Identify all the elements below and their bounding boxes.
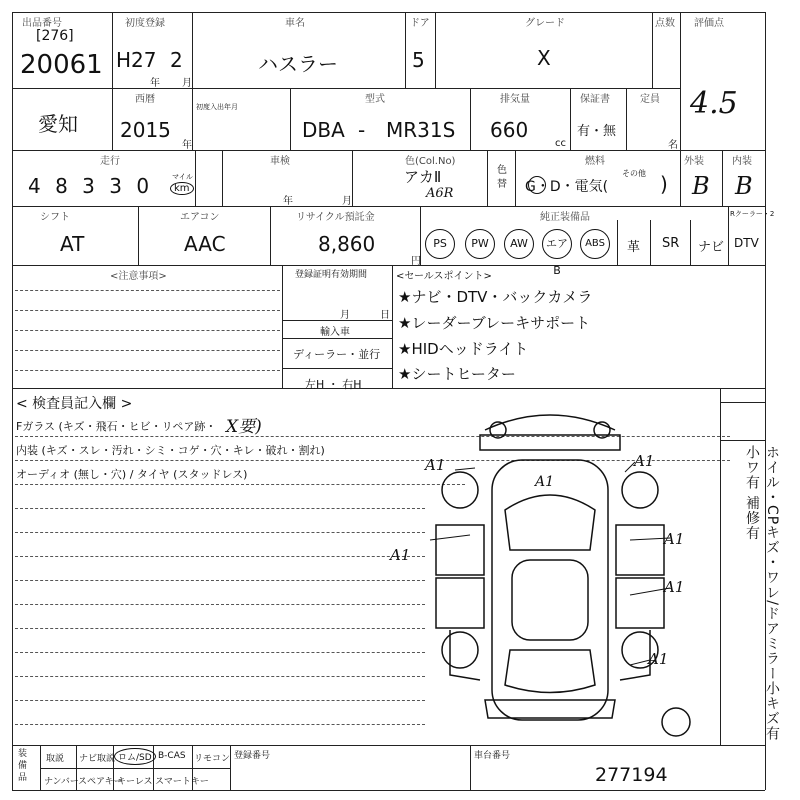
equip-abs: ABS <box>580 229 610 259</box>
col-line <box>435 12 436 88</box>
inspection-year-mark: 年 <box>283 196 293 207</box>
sales-label: <セールスポイント> <box>396 271 492 282</box>
row-line-5 <box>12 388 765 389</box>
inspector-line <box>15 604 425 605</box>
first-reg-month: 2 <box>170 48 183 72</box>
steering: 左H ・ 右H <box>305 378 362 391</box>
import-type: ディーラー・並行 <box>293 348 381 361</box>
footer-item-keyless: キーレス <box>117 777 153 787</box>
row-line-6 <box>12 745 765 746</box>
row-line <box>282 368 392 369</box>
note-line <box>15 290 280 291</box>
exterior-label: 外装 <box>684 156 704 167</box>
inspector-line <box>15 508 425 509</box>
frame-bottom <box>12 790 765 791</box>
score-sub-label: 点数 <box>655 18 675 29</box>
col-line <box>222 150 223 206</box>
col-line <box>352 150 353 206</box>
inspector-line <box>15 724 425 725</box>
grade-value: X <box>537 46 551 70</box>
damage-mark-right-front-door: A1 <box>664 530 685 548</box>
damage-mark-rear-right: A1 <box>648 650 669 668</box>
damage-mark-left-door: A1 <box>390 546 411 564</box>
registration-month: 月 <box>340 310 350 321</box>
roof <box>512 560 588 640</box>
month-mark: 月 <box>182 78 192 89</box>
inspection-month-mark: 月 <box>342 196 352 207</box>
damage-pointer <box>455 468 475 470</box>
inspection-label: 車検 <box>270 156 290 167</box>
windshield <box>505 495 595 550</box>
note-line <box>15 350 280 351</box>
footer-item-bcas: B-CAS <box>158 751 186 761</box>
inspector-line <box>15 532 425 533</box>
lot-bracket: [276] <box>36 28 74 44</box>
chassis-label: 車台番号 <box>474 751 511 761</box>
side-damage-notes: ホイル・CPキズ・ワレ/ドアミラー小キズ有 小ワ有 補修有 <box>744 445 780 741</box>
col-line <box>192 88 193 150</box>
score-label: 評価点 <box>694 18 724 29</box>
doors-value: 5 <box>412 48 425 72</box>
capacity-unit: 名 <box>668 140 678 151</box>
note-line <box>15 370 280 371</box>
row-line-2 <box>12 150 765 151</box>
model-prefix: DBA <box>302 118 345 142</box>
col-line <box>617 220 618 265</box>
car-name-label: 車名 <box>285 18 305 29</box>
right-rear-door <box>616 578 664 628</box>
warranty-label: 保証書 <box>580 94 610 105</box>
sales-point-1: ★ナビ・DTV・バックカメラ <box>398 288 593 306</box>
col-line <box>626 88 627 150</box>
left-rear-door <box>436 578 484 628</box>
western-year-label: 西暦 <box>135 94 155 105</box>
col-line <box>570 88 571 150</box>
col-line <box>195 150 196 206</box>
shift-value: AT <box>60 232 85 256</box>
col-line <box>720 388 721 745</box>
glass-mark: X要) <box>226 417 262 437</box>
mileage-unit-km: km <box>170 182 194 195</box>
left-front-door <box>436 525 484 575</box>
aircon-note: Rクーラー・2 <box>730 210 775 218</box>
reg-no-label: 登録番号 <box>234 751 271 761</box>
col-line <box>690 220 691 265</box>
front-left-wheel <box>442 472 478 508</box>
front-right-wheel <box>622 472 658 508</box>
recycle-value: 8,860 <box>318 232 376 256</box>
inspector-line <box>15 580 425 581</box>
color-code: A6R <box>426 186 454 201</box>
sales-point-3: ★HIDヘッドライト <box>398 340 529 358</box>
warranty-value: 有・無 <box>577 124 617 139</box>
equip-pw: PW <box>465 229 495 259</box>
footer-item-manual: 取説 <box>46 754 65 764</box>
exterior-grade: B <box>692 172 710 200</box>
row-line <box>282 320 392 321</box>
damage-mark-front-right: A1 <box>634 452 655 470</box>
row-line <box>720 402 765 403</box>
col-line <box>138 206 139 265</box>
color-label: 色(Col.No) <box>405 156 456 167</box>
row-line-4 <box>12 265 765 266</box>
col-line <box>230 745 231 790</box>
damage-mark-front-left: A1 <box>425 456 446 474</box>
col-line <box>487 150 488 206</box>
fuel-other-label: その他 <box>622 169 646 178</box>
ac-value: AAC <box>184 232 226 256</box>
col-line <box>650 220 651 265</box>
col-line <box>652 12 653 88</box>
equipment-items-label: 装備品 <box>18 749 28 783</box>
first-reg-note: 初度入出年月 <box>196 103 238 111</box>
col-line <box>282 265 283 388</box>
lot-number: 20061 <box>20 50 103 80</box>
model-code: MR31S <box>386 118 456 142</box>
equip-airbag: エアB <box>542 229 572 259</box>
lot-label: 出品番号 <box>22 18 62 29</box>
first-reg-label: 初度登録 <box>125 18 165 29</box>
color-change-label: 色替 <box>497 165 507 190</box>
footer-item-rom-sd: ロム/SD <box>114 748 156 765</box>
rear-left-wheel <box>442 632 478 668</box>
col-line <box>405 12 406 88</box>
equip-ps: PS <box>425 229 455 259</box>
chassis-number: 277194 <box>595 764 668 786</box>
footer-item-remote: リモコン <box>194 754 231 764</box>
col-line <box>680 150 681 206</box>
col-line <box>680 12 681 150</box>
row-line <box>720 440 765 441</box>
footer-item-number: ナンバー <box>44 777 79 787</box>
col-line <box>392 265 393 388</box>
score-value: 4.5 <box>690 86 738 121</box>
col-line <box>112 12 113 150</box>
damage-mark-hood: A1 <box>535 474 555 490</box>
interior-note: 内装 (キズ・スレ・汚れ・シミ・コゲ・穴・キレ・破れ・割れ) <box>16 444 325 457</box>
row-line-3 <box>12 206 765 207</box>
interior-grade: B <box>735 172 753 200</box>
caution-label: <注意事項> <box>110 271 167 282</box>
ac-label: エアコン <box>180 212 220 223</box>
row-line <box>40 768 230 769</box>
fuel-selection-circle <box>528 176 546 194</box>
import-label: 輸入車 <box>320 327 350 338</box>
equipment-label: 純正装備品 <box>540 212 590 223</box>
yen-unit: 円 <box>411 256 421 267</box>
note-line <box>15 310 280 311</box>
col-line <box>470 88 471 150</box>
recycle-label: リサイクル預託金 <box>296 212 375 223</box>
grade-label: グレード <box>525 18 565 29</box>
model-year: 2015 <box>120 118 171 142</box>
first-reg-year: H27 <box>116 48 157 72</box>
damage-mark-right-rear-door: A1 <box>664 578 685 596</box>
footer-item-smart-key: スマートキー <box>155 777 209 787</box>
col-line <box>722 150 723 206</box>
mileage-value: 4 8 3 3 0 <box>28 174 154 198</box>
note-line <box>15 330 280 331</box>
displacement-label: 排気量 <box>500 94 530 105</box>
mileage-unit-mile: マイル <box>172 173 193 181</box>
inspector-line <box>15 676 425 677</box>
inspector-line <box>15 556 425 557</box>
mileage-label: 走行 <box>100 156 120 167</box>
front-bumper <box>485 415 615 430</box>
year-mark: 年 <box>150 78 160 89</box>
left-quarter <box>450 630 480 680</box>
door-label: ドア <box>410 18 430 29</box>
right-front-door <box>616 525 664 575</box>
equip-sr: SR <box>662 236 680 251</box>
car-name: ハスラー <box>258 52 338 76</box>
region: 愛知 <box>38 112 78 136</box>
equip-aw: AW <box>504 229 534 259</box>
fuel-label: 燃料 <box>585 156 605 167</box>
damage-pointer <box>630 660 650 665</box>
shift-label: シフト <box>40 212 70 223</box>
car-body-outline <box>492 460 608 720</box>
model-label: 型式 <box>365 94 385 105</box>
col-line <box>470 745 471 790</box>
interior-label: 内装 <box>732 156 752 167</box>
cc-unit: cc <box>555 138 566 149</box>
spare-tire <box>662 708 690 736</box>
col-line <box>192 12 193 88</box>
inspector-line <box>15 652 425 653</box>
sales-point-4: ★シートヒーター <box>398 365 516 383</box>
model-dash: - <box>358 118 366 142</box>
model-year-mark: 年 <box>182 140 192 151</box>
col-line <box>290 88 291 150</box>
inspector-line <box>15 628 425 629</box>
footer-item-spare-key: スペアキー <box>78 777 123 787</box>
fuel-value: G・D・電気( <box>525 179 609 195</box>
glass-note: Fガラス (キズ・飛石・ヒビ・リペア跡・ <box>16 420 217 433</box>
equip-dtv: DTV <box>734 236 759 250</box>
registration-label: 登録証明有効期間 <box>295 270 368 280</box>
frame-left <box>12 12 13 790</box>
displacement-value: 660 <box>490 118 529 142</box>
registration-day: 日 <box>380 310 390 321</box>
row-line <box>282 338 392 339</box>
equip-navi: ナビ <box>698 240 725 255</box>
car-damage-diagram <box>380 400 720 740</box>
audio-note: オーディオ (無し・穴) / タイヤ (スタッドレス) <box>16 468 248 481</box>
inspector-line <box>15 700 425 701</box>
fuel-close: ) <box>660 172 668 196</box>
sales-point-2: ★レーダーブレーキサポート <box>398 314 591 332</box>
rear-window <box>505 650 595 693</box>
color-value: アカⅡ <box>404 168 442 186</box>
right-quarter <box>620 630 650 680</box>
footer-item-navi-manual: ナビ取説 <box>79 754 116 764</box>
inspector-title: < 検査員記入欄 > <box>16 396 133 412</box>
capacity-label: 定員 <box>640 94 660 105</box>
col-line <box>728 206 729 265</box>
equip-leather: 革 <box>627 240 641 255</box>
col-line <box>270 206 271 265</box>
col-line <box>515 150 516 206</box>
